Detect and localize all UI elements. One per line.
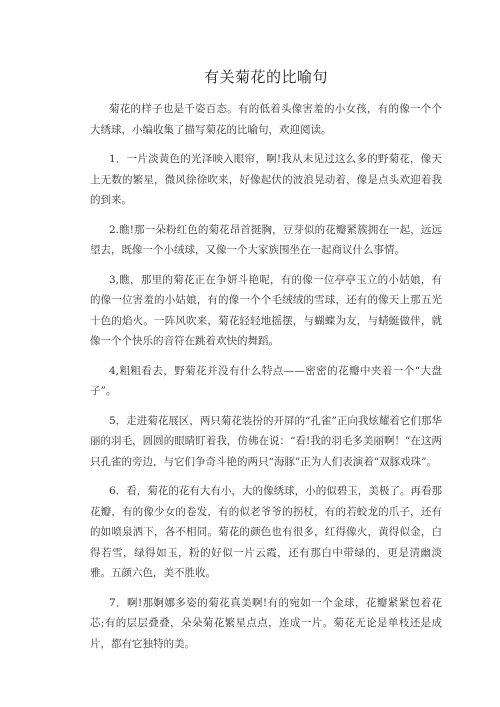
- simile-item-1: 1．一片淡黄色的光泽映入眼帘，啊!我从未见过这么多的野菊花，像天上无数的繁星，微风徐徐吹来，好像起伏的波浪晃动着，像是点头欢迎着我的到来。: [90, 153, 442, 206]
- simile-item-6: 6．看，菊花的花有大有小，大的像绣球，小的似碧玉，美极了。再看那花瓣，有的像少女的卷发，有的似老爷爷的拐杖，有的若蛟龙的爪子，还有的如喷泉洒下，各不相同。菊花的颜色也有很多，红得像火，黄得似金，白得若雪，绿得如玉，粉的好似一片云霞，还有那白中带绿的，更是清幽淡雅。五颜六色，美不胜收。: [90, 485, 442, 579]
- document-title: 有关菊花的比喻句: [203, 68, 328, 86]
- simile-item-5: 5．走进菊花展区，两只菊花装扮的开屏的“孔雀”正向我炫耀着它们那华丽的羽毛，圆圆的眼睛盯着我，仿佛在说：“看!我的羽毛多美丽啊！”在这两只孔雀的旁边，与它们争奇斗艳的两只“海豚”正为人们表演着“双豚戏珠”。: [90, 414, 442, 468]
- simile-item-7: 7．啊!那婀娜多姿的菊花真美啊!有的宛如一个金球，花瓣紧紧包着花芯;有的层层叠叠，朵朵菊花繁星点点，连成一片。菊花无论是单枝还是成片，都有它独特的美。: [90, 596, 442, 650]
- intro-paragraph: 菊花的样子也是千姿百态。有的低着头像害羞的小女孩，有的像一个个大绣球，小编收集了描写菊花的比喻句，欢迎阅读。: [90, 103, 442, 136]
- document-page: [90, 66, 442, 663]
- simile-item-2: 2.瞧!那一朵粉红色的菊花昂首挺胸，豆芽似的花瓣紧簇拥在一起，远远望去，既像一个小绒球，又像一个大家族围坐在一起商议什么事情。: [90, 223, 442, 256]
- simile-item-3: 3,瞧，那里的菊花正在争妍斗艳呢，有的像一位亭亭玉立的小姑娘，有的像一位害羞的小姑娘，有的像一个个毛绒绒的雪球，还有的像天上那五光十色的焰火。一阵风吹来，菊花轻轻地摇摆，与蝴蝶为友，与蜻蜓做伴，就像一个个快乐的音符在跳着欢快的舞蹈。: [90, 273, 442, 347]
- simile-item-4: 4,粗粗看去，野菊花并没有什么特点——密密的花瓣中夹着一个“大盘子”。: [90, 364, 442, 397]
